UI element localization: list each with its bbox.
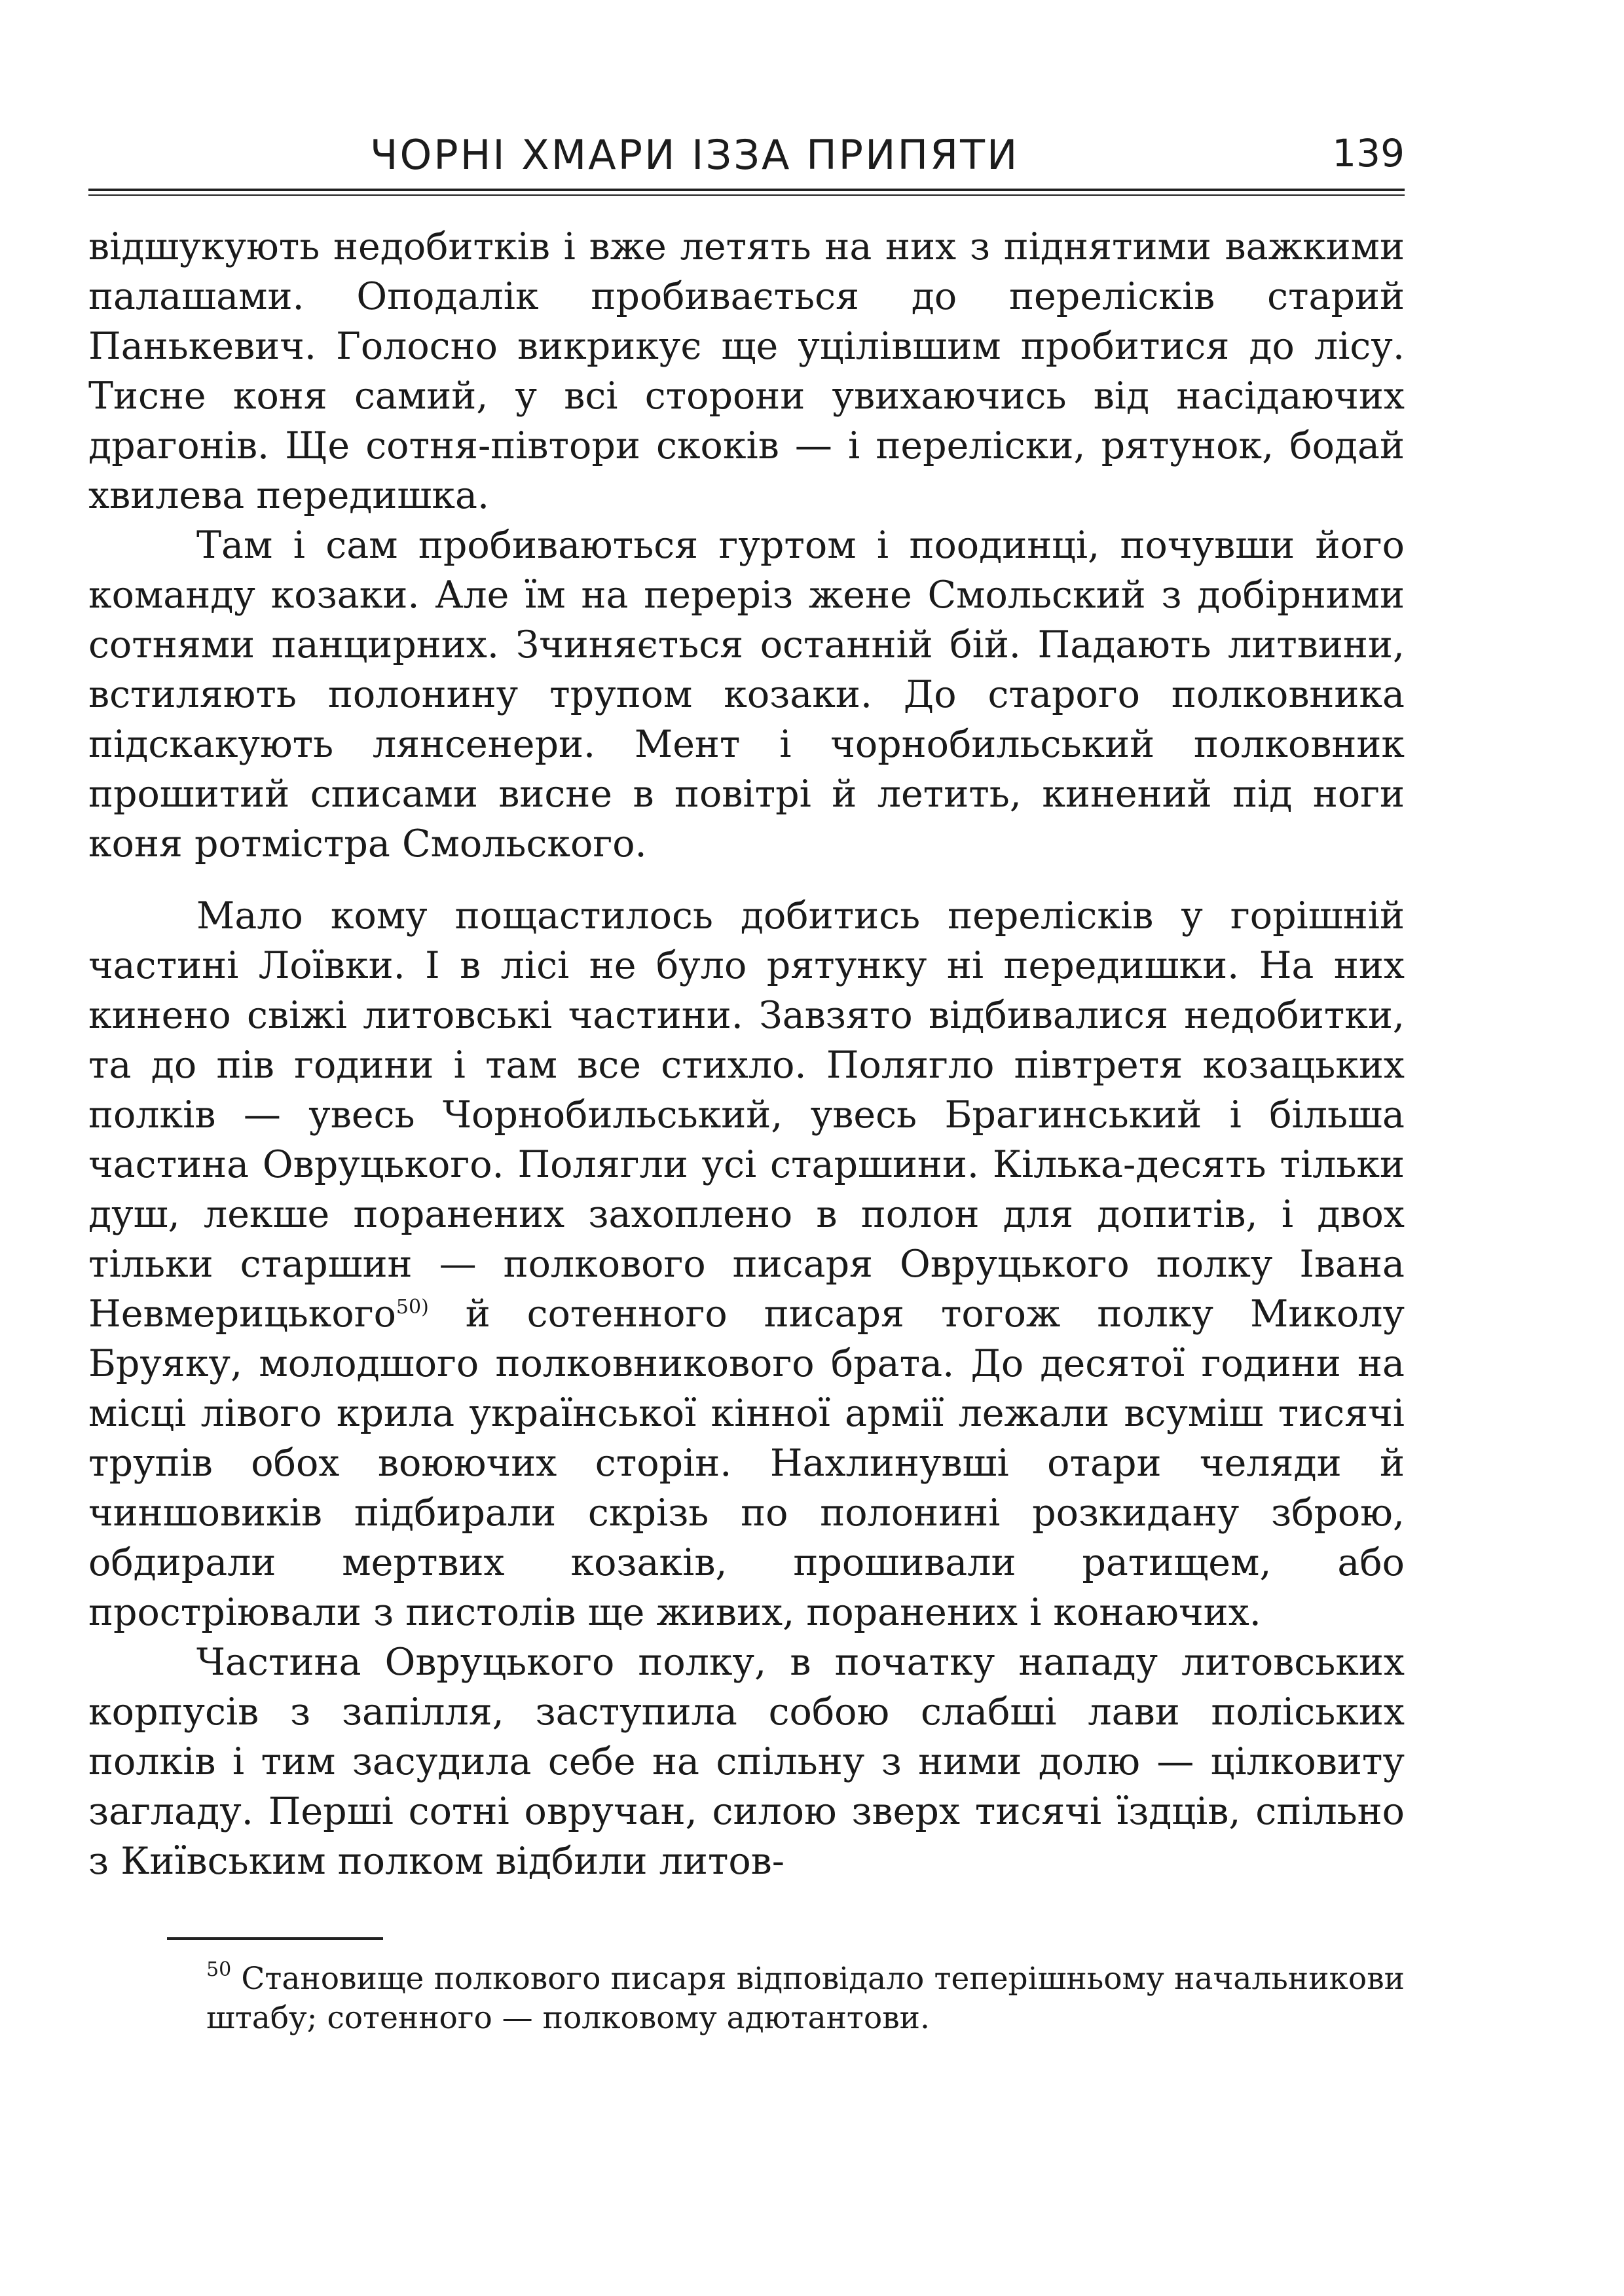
body-text xyxy=(88,222,1405,1886)
footnote-reference: 50) xyxy=(396,1296,429,1319)
page-number: 139 xyxy=(1332,131,1405,175)
paragraph-2: Там і сам пробиваються гуртом і поодинці, почувши його команду козаки. Але їм на переріз жене Смольский з добірними сотнями панцирних. Зчиняється останній бій. Падають литвини, встиляють полонину трупом козаки. До старого полковника підскакують лянсенери. Мент і чорнобильський полковник прошитий списами висне в повітрі й летить, кинений під ноги коня ротмістра Смольского. xyxy=(88,524,1405,866)
header-rule xyxy=(88,189,1405,196)
paragraph-3-text-a: Мало кому пощастилось добитись перелісків у горішній частині Лоївки. І в лісі не було рятунку ні передишки. На них кинено свіжі литовські частини. Завзято відбивалися недобитки, та до пів години і там все стихло. Полягло півтретя козацьких полків — увесь Чорнобильський, увесь Брагинський і більша частина Овруцького. Полягли усі старшини. Кілька-десять тільки душ, лекше поранених захоплено в полон для допитів, і двох тільки старшин — полкового писаря Овруцького полку Івана Невмерицького xyxy=(88,894,1405,1336)
paragraph-3-text-b: й сотенного писаря тогож полку Миколу Бруяку, молодшого полковникового брата. До десятої години на місці лівого крила української кінної армії лежали всуміш тисячі трупів обох воюючих сторін. Нахлинувші отари челяди й чиншовиків підбирали скрізь по полонині розкидану зброю, обдирали мертвих козаків, прошивали ратищем, або простріювали з пистолів ще живих, поранених і конаючих. xyxy=(88,1292,1405,1634)
footnote-marker: 50 xyxy=(206,1958,232,1981)
paragraph-1: відшукують недобитків і вже летять на них з піднятими важкими палашами. Оподалік пробивається до перелісків старий Панькевич. Голосно викрикує ще уцілівшим пробитися до лісу. Тисне коня самий, у всі сторони увихаючись від насідаючих драгонів. Ще сотня-півтори скоків — і переліски, рятунок, бодай хвилева передишка. xyxy=(88,225,1405,517)
paragraph-3 xyxy=(88,891,1405,1637)
paragraph-4: Частина Овруцького полку, в початку нападу литовських корпусів з запілля, заступила собою слабші лави поліських полків і тим засудила себе на спільну з ними долю — цілковиту загладу. Перші сотні овручан, силою зверх тисячі їздців, спільно з Київським полком відбили литов- xyxy=(88,1641,1405,1883)
running-title: ЧОРНІ ХМАРИ ІЗЗА ПРИПЯТИ xyxy=(370,131,1020,179)
book-page xyxy=(88,124,1405,2038)
footnote xyxy=(206,1959,1405,2038)
footnote-rule xyxy=(167,1937,383,1940)
footnote-text: Становище полкового писаря відповідало теперішньому начальникови штабу; сотенного — полковому адютантови. xyxy=(206,1961,1405,2036)
running-head xyxy=(88,124,1405,183)
